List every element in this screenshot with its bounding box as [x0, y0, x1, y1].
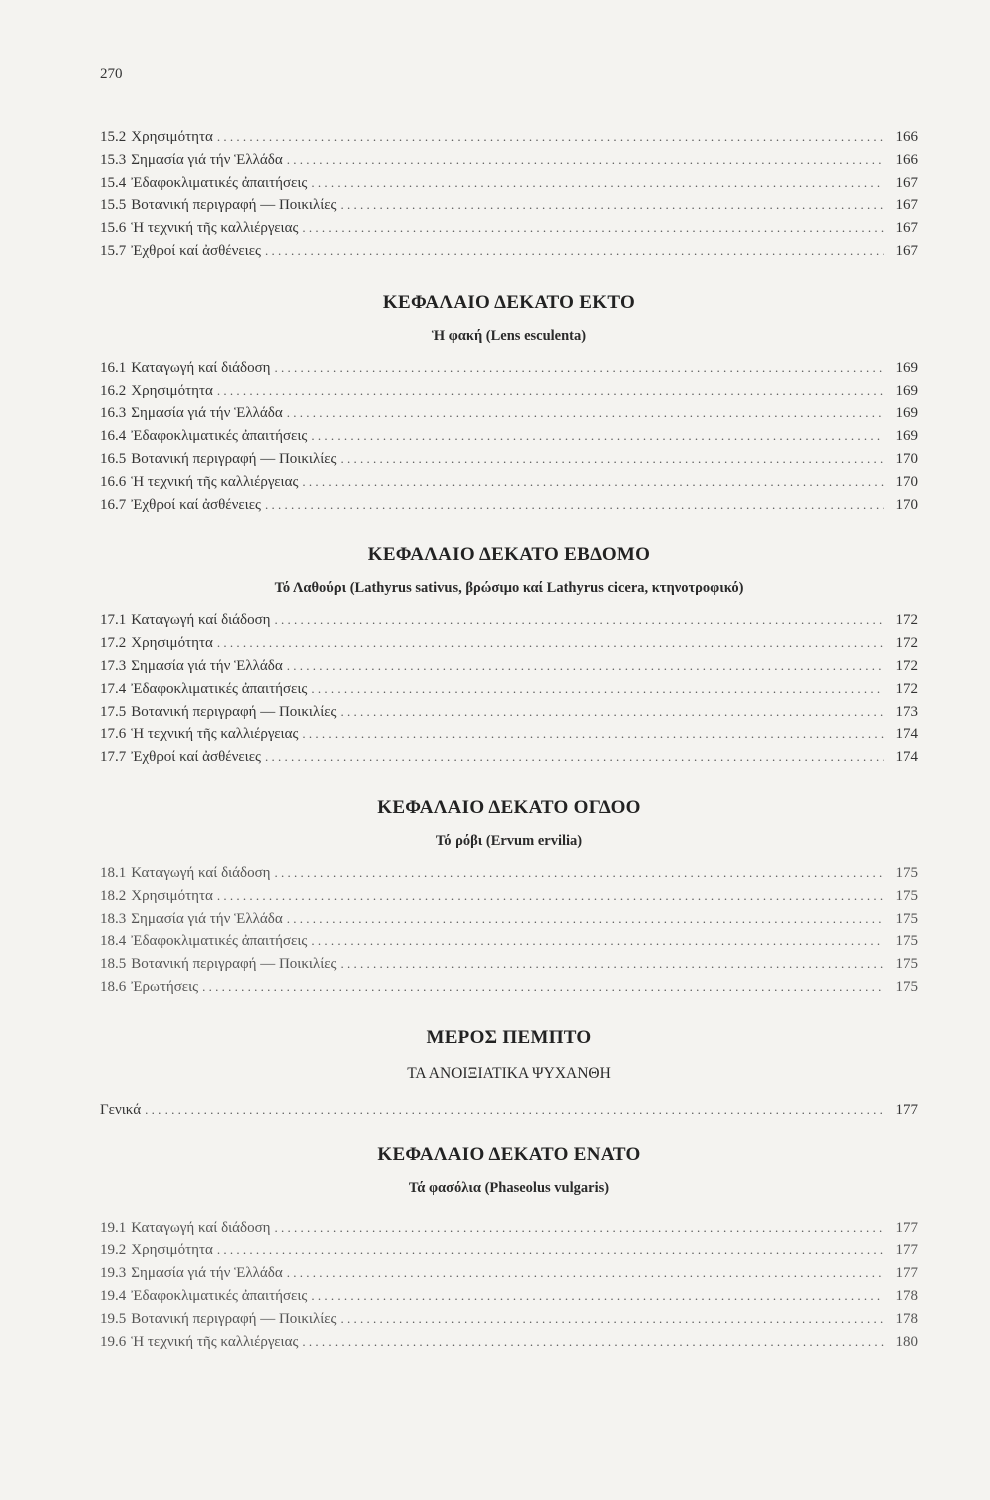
- toc-entry[interactable]: [100, 240, 918, 263]
- toc-entry[interactable]: [100, 976, 918, 999]
- dot-leader: [287, 655, 884, 678]
- toc-entry[interactable]: [100, 471, 918, 494]
- entry-title: Καταγωγή καί διάδοση: [131, 864, 271, 881]
- entry-page: 180: [895, 1333, 918, 1350]
- entry-title: Χρησιμότητα: [131, 1242, 213, 1259]
- entry-page: 166: [895, 129, 918, 145]
- entry-title: Καταγωγή καί διάδοση: [131, 612, 271, 629]
- chapter-subtitle: Ἡ φακή (Lens esculenta): [431, 327, 587, 344]
- entry-title: Βοτανική περιγραφή — Ποικιλίες: [131, 703, 337, 720]
- toc-entry[interactable]: [100, 1262, 918, 1285]
- toc-entry[interactable]: [100, 953, 918, 976]
- entry-title: Γενικά: [100, 1101, 142, 1118]
- entry-title: Ἐδαφοκλιματικές ἀπαιτήσεις: [131, 1287, 308, 1304]
- entry-title: Βοτανική περιγραφή — Ποικιλίες: [131, 197, 337, 214]
- toc-entry[interactable]: [100, 908, 918, 931]
- entry-number: 16.4: [100, 428, 127, 445]
- page-number: 270: [100, 66, 123, 82]
- entry-title: Σημασία γιά τήν Ἑλλάδα: [131, 405, 283, 422]
- dot-leader: [341, 953, 885, 976]
- dot-leader: [275, 609, 884, 632]
- entry-number: 17.6: [100, 726, 127, 743]
- entry-page: 175: [895, 956, 918, 973]
- entry-page: 177: [895, 1242, 918, 1259]
- entry-number: 19.6: [100, 1333, 127, 1350]
- dot-leader: [217, 632, 884, 655]
- entry-page: 169: [895, 359, 918, 376]
- dot-leader: [302, 1331, 884, 1354]
- dot-leader: [341, 194, 885, 217]
- entry-number: 18.1: [100, 864, 127, 881]
- toc-entry[interactable]: [100, 885, 918, 908]
- entry-title: Ἐχθροί καί ἀσθένειες: [131, 749, 261, 766]
- toc-entry[interactable]: [100, 1217, 918, 1240]
- entry-number: 18.2: [100, 887, 127, 904]
- part-heading: ΜΕΡΟΣ ΠΕΜΠΤΟ: [426, 1026, 592, 1048]
- dot-leader: [341, 448, 885, 471]
- entry-title: Σημασία γιά τήν Ἑλλάδα: [131, 1265, 283, 1282]
- entry-page: 170: [895, 473, 918, 490]
- toc-entry[interactable]: [100, 1099, 918, 1122]
- toc-entry[interactable]: [100, 1331, 918, 1354]
- dot-leader: [217, 126, 884, 149]
- entry-page: 172: [895, 635, 918, 652]
- entry-title: Ἡ τεχνική τῆς καλλιέργειας: [131, 220, 299, 237]
- chapter-subtitle: Τό Λαθούρι (Lathyrus sativus, βρώσιμο καί Lathyrus cicera, κτηνοτροφικό): [274, 580, 744, 597]
- entry-page: 178: [895, 1287, 918, 1304]
- entry-title: Χρησιμότητα: [131, 635, 213, 652]
- dot-leader: [217, 885, 884, 908]
- toc-section-16: [100, 292, 918, 517]
- entry-number: 17.2: [100, 635, 127, 652]
- dot-leader: [287, 1262, 884, 1285]
- toc-entry[interactable]: [100, 402, 918, 425]
- dot-leader: [265, 746, 884, 769]
- entry-page: 172: [895, 657, 918, 674]
- entry-number: 17.5: [100, 703, 127, 720]
- toc-entry[interactable]: [100, 678, 918, 701]
- entry-title: Ἐχθροί καί ἀσθένειες: [131, 496, 261, 513]
- entry-page: 172: [895, 680, 918, 697]
- toc-entry[interactable]: [100, 632, 918, 655]
- entry-number: 15.6: [100, 220, 127, 237]
- entry-number: 15.3: [100, 151, 127, 168]
- entry-number: 19.5: [100, 1310, 127, 1327]
- chapter-subtitle: Τό ρόβι (Ervum ervilia): [435, 832, 583, 849]
- entry-title: Βοτανική περιγραφή — Ποικιλίες: [131, 450, 337, 467]
- entry-page: 175: [895, 864, 918, 881]
- entry-title: Ἐδαφοκλιματικές ἀπαιτήσεις: [131, 680, 308, 697]
- dot-leader: [341, 701, 885, 724]
- entry-title: Καταγωγή καί διάδοση: [131, 359, 271, 376]
- dot-leader: [217, 1239, 884, 1262]
- entry-title: Ἡ τεχνική τῆς καλλιέργειας: [131, 1333, 299, 1350]
- entry-page: 169: [895, 405, 918, 422]
- entry-number: 15.4: [100, 174, 127, 191]
- dot-leader: [311, 425, 884, 448]
- dot-leader: [265, 494, 884, 517]
- toc-entry[interactable]: [100, 746, 918, 769]
- dot-leader: [311, 930, 884, 953]
- toc-entry[interactable]: [100, 609, 918, 632]
- entry-number: 17.1: [100, 612, 127, 629]
- entry-title: Χρησιμότητα: [131, 887, 213, 904]
- entry-number: 16.5: [100, 450, 127, 467]
- toc-entry[interactable]: [100, 172, 918, 195]
- entry-number: 16.6: [100, 473, 127, 490]
- entry-page: 170: [895, 496, 918, 513]
- dot-leader: [287, 908, 884, 931]
- dot-leader: [341, 1308, 885, 1331]
- entry-title: Ἐρωτήσεις: [131, 978, 199, 995]
- entry-page: 177: [895, 1101, 918, 1118]
- toc-section-17: [100, 544, 918, 769]
- dot-leader: [311, 172, 884, 195]
- toc-entry[interactable]: [100, 1308, 918, 1331]
- toc-section-18: [100, 797, 918, 999]
- entry-page: 169: [895, 428, 918, 445]
- toc-entry[interactable]: [100, 357, 918, 380]
- dot-leader: [311, 1285, 884, 1308]
- entry-number: 18.6: [100, 978, 127, 995]
- dot-leader: [302, 217, 884, 240]
- entry-title: Ἐχθροί καί ἀσθένειες: [131, 242, 261, 259]
- entry-page: 174: [895, 749, 918, 766]
- entry-page: 167: [895, 197, 918, 214]
- dot-leader: [275, 862, 884, 885]
- dot-leader: [265, 240, 884, 263]
- entry-title: Ἐδαφοκλιματικές ἀπαιτήσεις: [131, 933, 308, 950]
- entry-title: Σημασία γιά τήν Ἑλλάδα: [131, 151, 283, 168]
- entry-page: 167: [895, 242, 918, 259]
- entry-number: 18.5: [100, 956, 127, 973]
- entry-number: 15.2: [100, 129, 127, 145]
- toc-entry[interactable]: [100, 862, 918, 885]
- entry-page: 177: [895, 1265, 918, 1282]
- entry-number: 17.7: [100, 749, 127, 766]
- entry-number: 18.4: [100, 933, 127, 950]
- entry-number: 15.7: [100, 242, 127, 259]
- toc-entry[interactable]: [100, 1285, 918, 1308]
- entry-number: 19.2: [100, 1242, 127, 1259]
- entry-page: 167: [895, 220, 918, 237]
- toc-entry[interactable]: [100, 494, 918, 517]
- chapter-heading: ΚΕΦΑΛΑΙΟ ΔΕΚΑΤΟ ΕΝΑΤΟ: [377, 1143, 641, 1165]
- entry-number: 16.1: [100, 359, 127, 376]
- entry-number: 16.3: [100, 405, 127, 422]
- toc-entry[interactable]: [100, 655, 918, 678]
- toc-section-19: [100, 1144, 918, 1354]
- entry-title: Ἡ τεχνική τῆς καλλιέργειας: [131, 726, 299, 743]
- dot-leader: [302, 723, 884, 746]
- table-of-contents: [100, 126, 918, 1353]
- toc-entry[interactable]: [100, 723, 918, 746]
- chapter-heading: ΚΕΦΑΛΑΙΟ ΔΕΚΑΤΟ ΕΒΔΟΜΟ: [367, 544, 651, 566]
- entry-number: 16.2: [100, 382, 127, 399]
- dot-leader: [217, 380, 884, 403]
- dot-leader: [275, 1217, 884, 1240]
- toc-entry[interactable]: [100, 380, 918, 403]
- dot-leader: [287, 149, 884, 172]
- entry-page: 166: [895, 151, 918, 168]
- toc-entry[interactable]: [100, 425, 918, 448]
- entry-title: Ἡ τεχνική τῆς καλλιέργειας: [131, 473, 299, 490]
- entry-number: 19.1: [100, 1219, 127, 1236]
- part-subtitle: ΤΑ ΑΝΟΙΞΙΑΤΙΚΑ ΨΥΧΑΝΘΗ: [407, 1064, 611, 1082]
- entry-page: 175: [895, 887, 918, 904]
- toc-entry[interactable]: [100, 217, 918, 240]
- toc-entry[interactable]: [100, 448, 918, 471]
- entry-number: 16.7: [100, 496, 127, 513]
- chapter-heading: ΚΕΦΑΛΑΙΟ ΔΕΚΑΤΟ ΟΓΔΟΟ: [377, 796, 641, 818]
- entry-page: 174: [895, 726, 918, 743]
- entry-page: 173: [895, 703, 918, 720]
- entry-page: 170: [895, 450, 918, 467]
- entry-title: Βοτανική περιγραφή — Ποικιλίες: [131, 956, 337, 973]
- entry-title: Σημασία γιά τήν Ἑλλάδα: [131, 657, 283, 674]
- entry-number: 19.3: [100, 1265, 127, 1282]
- entry-page: 178: [895, 1310, 918, 1327]
- entry-number: 17.4: [100, 680, 127, 697]
- entry-page: 175: [895, 933, 918, 950]
- dot-leader: [145, 1099, 884, 1122]
- entry-page: 172: [895, 612, 918, 629]
- entry-title: Σημασία γιά τήν Ἑλλάδα: [131, 910, 283, 927]
- entry-title: Βοτανική περιγραφή — Ποικιλίες: [131, 1310, 337, 1327]
- entry-page: 169: [895, 382, 918, 399]
- toc-entry[interactable]: [100, 1239, 918, 1262]
- entry-page: 167: [895, 174, 918, 191]
- entry-number: 15.5: [100, 197, 127, 214]
- toc-section-part-five: [100, 1027, 918, 1122]
- entry-title: Χρησιμότητα: [131, 382, 213, 399]
- toc-entry[interactable]: [100, 126, 918, 149]
- entry-number: 19.4: [100, 1287, 127, 1304]
- entry-number: 18.3: [100, 910, 127, 927]
- toc-section-15: [100, 126, 918, 263]
- toc-entry[interactable]: [100, 149, 918, 172]
- entry-page: 175: [895, 978, 918, 995]
- dot-leader: [202, 976, 884, 999]
- toc-entry[interactable]: [100, 701, 918, 724]
- dot-leader: [287, 402, 884, 425]
- toc-entry[interactable]: [100, 194, 918, 217]
- entry-title: Χρησιμότητα: [131, 129, 213, 145]
- entry-page: 177: [895, 1219, 918, 1236]
- entry-page: 175: [895, 910, 918, 927]
- dot-leader: [302, 471, 884, 494]
- entry-title: Καταγωγή καί διάδοση: [131, 1219, 271, 1236]
- dot-leader: [275, 357, 884, 380]
- toc-entry[interactable]: [100, 930, 918, 953]
- chapter-subtitle: Τά φασόλια (Phaseolus vulgaris): [408, 1179, 610, 1196]
- entry-title: Ἐδαφοκλιματικές ἀπαιτήσεις: [131, 428, 308, 445]
- chapter-heading: ΚΕΦΑΛΑΙΟ ΔΕΚΑΤΟ ΕΚΤΟ: [382, 291, 636, 313]
- entry-number: 17.3: [100, 657, 127, 674]
- entry-title: Ἐδαφοκλιματικές ἀπαιτήσεις: [131, 174, 308, 191]
- dot-leader: [311, 678, 884, 701]
